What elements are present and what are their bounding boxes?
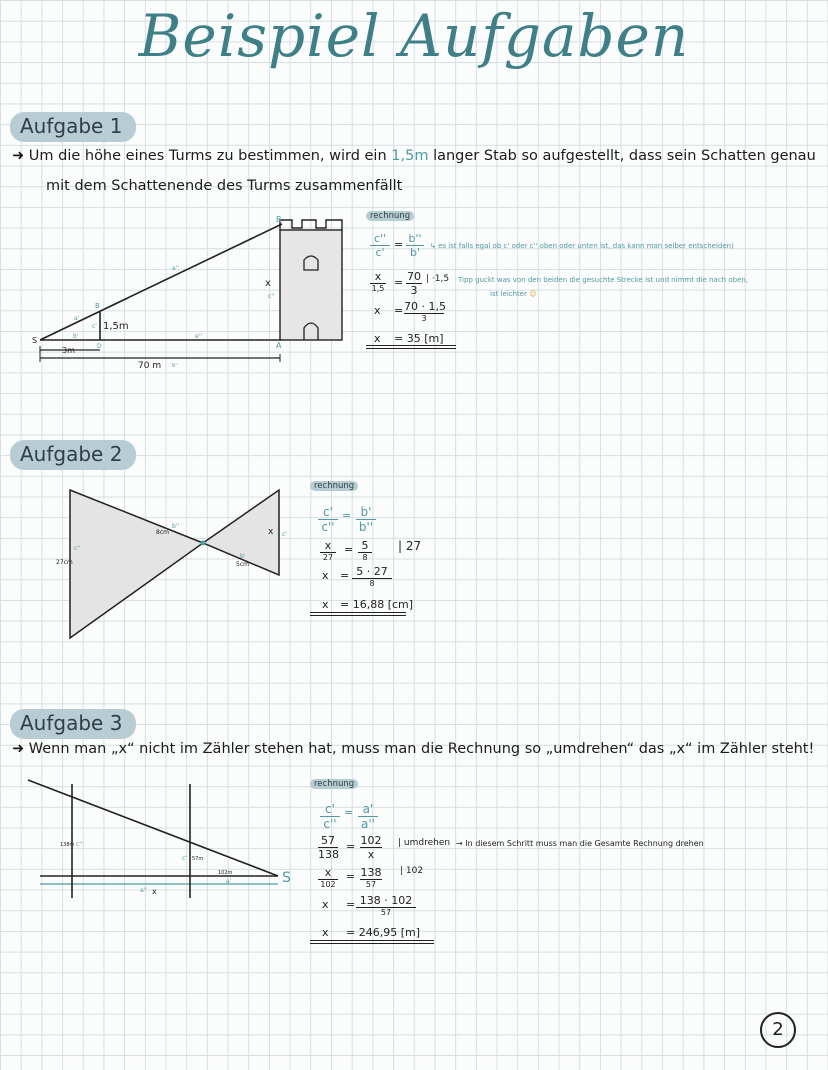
eq2-right-den: x [367,848,375,861]
eq1-right-num: b' [356,505,376,520]
label-S: S [32,336,38,345]
eq1-left-num: c' [320,802,340,817]
eq3-right [404,300,444,323]
label-b-double-prime: b'' [172,523,180,530]
task-1-calc-tag: rechnung [366,211,414,221]
label-x: x [268,527,274,537]
label-3m: 3m [62,346,75,355]
label-c-prime: c' [92,323,97,330]
eq2-operation: | umdrehen [398,838,451,848]
eq2-right [360,834,382,861]
eq5-result: = 246,95 [m] [346,926,420,939]
label-A: A [276,341,282,350]
label-138m: 138m [60,842,75,848]
eq2-right-den: 3 [410,284,418,297]
task-2-calc-tag: rechnung [310,481,358,491]
task-3-text [12,741,814,757]
eq2-left [320,539,336,562]
eq1-left [318,505,338,534]
smiley-icon: ☺ [529,290,537,298]
eq3-right [360,866,382,889]
eq3-left-den: 102 [320,880,336,889]
eq4-right-den: 57 [380,908,392,917]
eq2-left [318,834,338,861]
task-1-text-end: langer Stab so aufgestellt, dass sein Schatten genau [433,148,816,164]
eq1-left [370,232,390,259]
eq2-right-den: 8 [362,553,368,562]
eq1-left-den: c'' [323,817,337,831]
eq2-right-num: 70 [407,270,421,283]
eq4-result: = 16,88 [cm] [340,598,414,611]
page-number: 2 [760,1012,796,1048]
task-1-text-start: Um die höhe eines Turms zu bestimmen, wird ein [28,148,387,164]
eq3-right [352,565,392,588]
eq2-operation: | ·1,5 [426,274,450,284]
arrow-right-icon: ➜ [12,148,25,164]
label-1-5m: 1,5m [103,321,129,332]
eq1-equals: = [342,509,352,522]
eq1-right-num: a' [358,802,378,817]
eq2-left-den: 1,5 [371,284,385,293]
label-a-prime: a' [226,878,232,885]
eq2-right [358,539,372,562]
eq2-left-den: 138 [318,848,339,861]
eq2-note: → In diesem Schritt muss man die Gesamte Rechnung drehen [456,839,704,848]
eq3-left-num: x [318,866,338,880]
eq2-left-den: 27 [322,553,334,562]
tipp-text-2-label: ist leichter [490,290,527,298]
eq1-left-den: c'' [321,520,335,534]
label-57m: 57m [192,856,204,862]
eq3-right-den: 57 [365,880,377,889]
tower-diagram [0,200,380,380]
eq3-right-num: 70 · 1,5 [404,300,446,313]
task-1-note-text: es ist falls egal ob c' oder c'' oben oder unten ist, das kann man selber entscheiden) [438,242,734,250]
task-3-calc-tag: rechnung [310,779,358,789]
task-1-text-line-2: mit dem Schattenende des Turms zusammenfällt [46,178,403,194]
eq1-right-den: b'' [358,520,374,534]
label-5cm: 5cm [236,561,249,568]
eq1-right-den: b' [409,246,420,259]
eq4-equals: = [346,898,356,911]
label-b-prime: b' [73,333,79,340]
label-x: x [265,278,271,289]
eq3-left: x [374,304,381,317]
eq4-left: x [322,898,329,911]
eq3-right-num: 5 · 27 [352,565,392,579]
task-1-highlight: 1,5m [391,148,429,164]
label-B-small: B [95,302,100,310]
bowtie-diagram [0,480,300,650]
eq4-right [356,894,416,917]
label-S: S [282,870,291,886]
task-1-note: ↳ es ist falls egal ob c' oder c'' oben oder unten ist, das kann man selber entscheiden) [430,242,734,250]
eq4-double-underline [310,612,406,616]
eq4-result: = 35 [m] [394,332,444,345]
task-3-tag: Aufgabe 3 [10,709,136,739]
label-B: B [276,215,282,224]
eq1-left-num: c' [318,505,338,520]
eq4-left: x [374,332,381,345]
label-27cm: 27cm [56,559,73,566]
label-D: D [97,343,102,350]
eq3-left: x [322,569,329,582]
arrow-right-icon: ➜ [12,741,25,757]
label-a-prime: a' [74,315,80,322]
eq1-left-den: c' [375,246,385,259]
eq3-left [318,866,338,889]
eq3-right-den: 3 [421,314,427,323]
page-title: Beispiel Aufgaben [138,2,690,70]
eq1-left [320,802,340,831]
eq4-right-num: 138 · 102 [356,894,416,908]
label-a-double-prime: a'' [140,887,147,894]
label-c-prime: c' [282,531,287,538]
eq4-double-underline [366,345,456,349]
eq3-right-den: 8 [369,579,375,588]
eq2-left-num: 57 [318,834,338,848]
eq1-right-den: a'' [361,817,375,831]
label-b-prime: b' [240,553,246,560]
task-1-tag: Aufgabe 1 [10,112,136,142]
label-70m: 70 m [138,361,162,371]
eq3-right-num: 138 [360,866,382,879]
eq2-right [406,270,422,297]
eq2-equals: = [344,543,354,556]
tipp-text-2 [490,290,537,298]
task-1-text-line-1 [12,148,816,164]
eq2-right-num: 5 [358,539,372,553]
label-e-double-prime: e'' [195,333,202,340]
eq1-right [358,802,378,831]
eq2-operation: | 27 [398,539,422,553]
tipp-text: Tipp guckt was von den beiden die gesuchte Strecke ist und nimmt die nach oben, [458,276,749,284]
eq2-left [370,270,386,293]
eq1-right [356,505,376,534]
label-a-double-prime: a'' [172,265,179,272]
eq3-equals: = [340,569,350,582]
label-8cm: 8cm [156,529,169,536]
label-c-double-prime: c'' [268,293,275,300]
eq2-equals: = [394,276,404,289]
eq5-left: x [322,926,329,939]
eq1-right [406,232,424,259]
eq3-equals: = [394,304,404,317]
eq2-right-num: 102 [360,834,382,847]
eq1-right-num: b'' [406,232,424,246]
label-102m: 102m [218,870,233,876]
label-c-double-prime: c'' [76,841,83,848]
eq2-equals: = [346,840,356,853]
label-b-double-prime: b'' [172,363,178,369]
label-x: x [152,887,157,896]
label-c-prime: c' [182,855,187,862]
eq2-left-num: x [370,270,386,284]
eq4-left: x [322,598,329,611]
eq1-left-num: c'' [370,232,390,246]
parallel-lines-diagram [0,770,300,900]
eq1-equals: = [344,806,354,819]
task-3-text-body: Wenn man „x“ nicht im Zähler stehen hat, muss man die Rechnung so „umdrehen“ das „x“ im Zähler steht! [28,741,815,757]
eq3-equals: = [346,870,356,883]
eq5-double-underline [310,940,434,944]
task-2-tag: Aufgabe 2 [10,440,136,470]
label-c-double-prime: c'' [74,545,81,552]
eq1-equals: = [394,238,404,251]
eq3-operation: | 102 [400,866,424,876]
eq2-left-num: x [320,539,336,553]
